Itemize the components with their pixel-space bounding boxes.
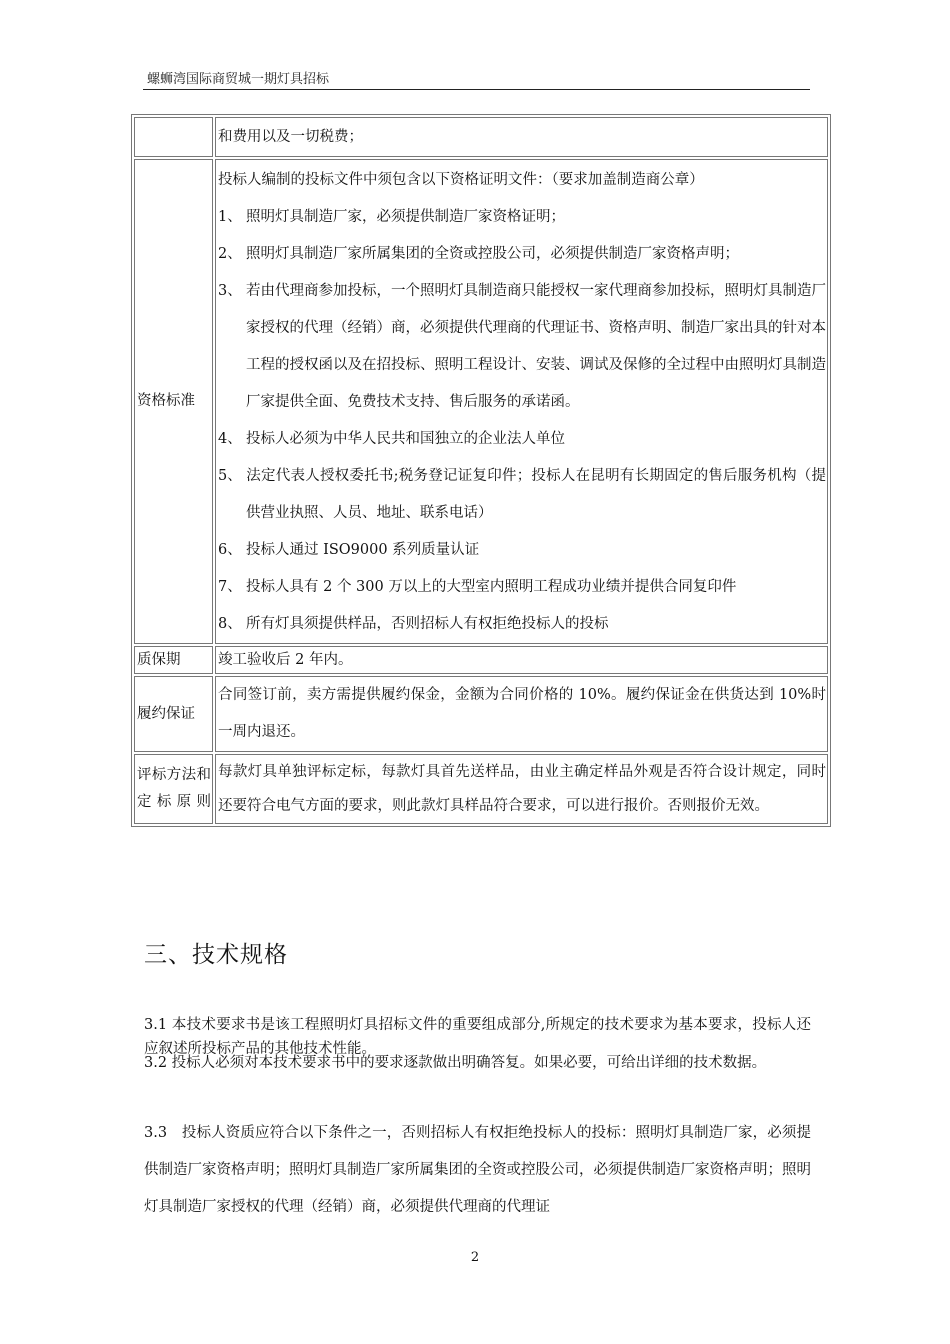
item-number: 5、 <box>218 468 242 484</box>
item-text: 所有灯具须提供样品，否则招标人有权拒绝投标人的投标 <box>246 616 609 632</box>
qualification-intro: 投标人编制的投标文件中须包含以下资格证明文件：（要求加盖制造商公章） <box>218 172 704 188</box>
table-row <box>134 117 828 157</box>
item-number: 8、 <box>218 616 242 632</box>
qualification-item <box>218 458 826 532</box>
warranty-label: 质保期 <box>134 646 213 674</box>
row-text-taxes: 和费用以及一切税费； <box>215 117 828 157</box>
paragraph-3-3: 3.3 投标人资质应符合以下条件之一，否则招标人有权拒绝投标人的投标：照明灯具制造厂家，必须提供制造厂家资格声明；照明灯具制造厂家所属集团的全资或控股公司，必须提供制造厂家资格声明；照明灯具制造厂家授权的代理（经销）商，必须提供代理商的代理证 <box>144 1125 811 1215</box>
table-row-performance <box>134 676 828 752</box>
qualification-item <box>218 273 826 421</box>
header-rule <box>143 89 810 90</box>
table-row-evaluation <box>134 754 828 824</box>
qualification-item <box>218 236 826 273</box>
paragraph-3-2: 3.2 投标人必须对本技术要求书中的要求逐款做出明确答复。如果必要，可给出详细的技术数据。 <box>144 1055 767 1071</box>
evaluation-label-cell <box>134 754 213 824</box>
qualification-item <box>218 532 826 569</box>
table-row-qualification <box>134 159 828 644</box>
item-number: 3、 <box>218 283 242 299</box>
evaluation-label: 评标方法和定标原则 <box>137 767 211 810</box>
table-row-warranty <box>134 646 828 674</box>
paragraph-3-1: 3.1 本技术要求书是该工程照明灯具招标文件的重要组成部分,所规定的技术要求为基本要求，投标人还应叙述所投标产品的其他技术性能。 <box>144 1017 811 1057</box>
qualification-content <box>215 159 828 644</box>
warranty-text: 竣工验收后 2 年内。 <box>215 646 828 674</box>
item-number: 2、 <box>218 246 242 262</box>
section-heading: 三、技术规格 <box>144 942 288 968</box>
qualification-item <box>218 199 826 236</box>
item-text: 投标人具有 2 个 300 万以上的大型室内照明工程成功业绩并提供合同复印件 <box>246 579 737 595</box>
item-number: 1、 <box>218 209 242 225</box>
item-number: 7、 <box>218 579 242 595</box>
page-number: 2 <box>470 1250 480 1265</box>
evaluation-text: 每款灯具单独评标定标，每款灯具首先送样品，由业主确定样品外观是否符合设计规定，同时还要符合电气方面的要求，则此款灯具样品符合要求，可以进行报价。否则报价无效。 <box>215 754 828 824</box>
qualification-label: 资格标准 <box>134 159 213 644</box>
item-number: 4、 <box>218 431 242 447</box>
qualification-item <box>218 606 826 643</box>
row-label-empty <box>134 117 213 157</box>
item-text: 若由代理商参加投标，一个照明灯具制造商只能授权一家代理商参加投标，照明灯具制造厂家授权的代理（经销）商，必须提供代理商的代理证书、资格声明、制造厂家出具的针对本工程的授权函以及在招投标、照明工程设计、安装、调试及保修的全过程中由照明灯具制造厂家提供全面、免费技术支持、售后服务的承诺函。 <box>246 283 826 410</box>
tender-terms-table <box>131 114 831 827</box>
qualification-item <box>218 421 826 458</box>
qualification-item <box>218 569 826 606</box>
performance-text: 合同签订前，卖方需提供履约保金，金额为合同价格的 10%。履约保证金在供货达到 10%时一周内退还。 <box>215 676 828 752</box>
item-text: 照明灯具制造厂家，必须提供制造厂家资格证明； <box>246 209 565 225</box>
page-header-title: 螺蛳湾国际商贸城一期灯具招标 <box>147 72 330 87</box>
item-number: 6、 <box>218 542 242 558</box>
item-text: 投标人通过 ISO9000 系列质量认证 <box>246 542 480 558</box>
performance-label: 履约保证 <box>134 676 213 752</box>
item-text: 法定代表人授权委托书;税务登记证复印件；投标人在昆明有长期固定的售后服务机构（提供营业执照、人员、地址、联系电话） <box>246 468 826 521</box>
item-text: 投标人必须为中华人民共和国独立的企业法人单位 <box>246 431 565 447</box>
item-text: 照明灯具制造厂家所属集团的全资或控股公司，必须提供制造厂家资格声明； <box>246 246 739 262</box>
